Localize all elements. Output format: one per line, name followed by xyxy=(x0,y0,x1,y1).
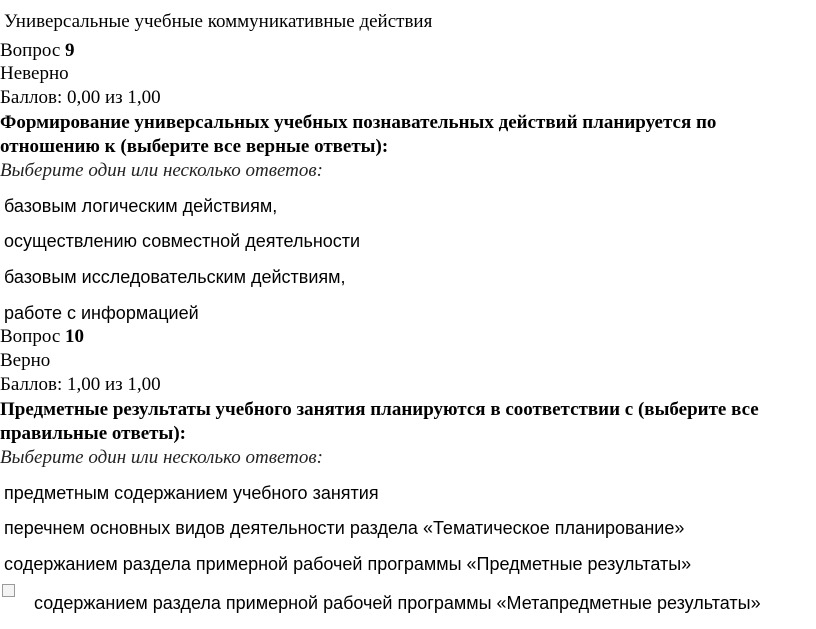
question-10-score: Баллов: 1,00 из 1,00 xyxy=(0,374,161,395)
question-9-score: Баллов: 0,00 из 1,00 xyxy=(0,87,161,108)
question-number: 9 xyxy=(65,40,75,61)
question-label: Вопрос xyxy=(0,326,65,347)
q10-option-4-checkbox[interactable] xyxy=(2,584,15,597)
question-10-status: Верно xyxy=(0,350,51,371)
question-10-header xyxy=(0,325,84,348)
q9-option-1[interactable]: базовым логическим действиям, xyxy=(4,196,278,216)
question-9-text: Формирование универсальных учебных познавательных действий планируется по отношению к (выберите все верные ответы): xyxy=(0,112,717,157)
page-title: Универсальные учебные коммуникативные действия xyxy=(4,11,433,32)
question-number: 10 xyxy=(65,326,84,347)
q10-option-2[interactable]: перечнем основных видов деятельности раздела «Тематическое планирование» xyxy=(4,518,685,538)
question-label: Вопрос xyxy=(0,40,65,61)
question-9-status: Неверно xyxy=(0,63,69,84)
q9-option-2[interactable]: осуществлению совместной деятельности xyxy=(4,231,361,251)
q10-option-4[interactable]: содержанием раздела примерной рабочей программы «Метапредметные результаты» xyxy=(34,593,761,613)
q9-option-3[interactable]: базовым исследовательским действиям, xyxy=(4,267,346,287)
q10-option-3[interactable]: содержанием раздела примерной рабочей программы «Предметные результаты» xyxy=(4,554,692,574)
question-10-text: Предметные результаты учебного занятия планируются в соответствии с (выберите все правильные ответы): xyxy=(0,399,759,444)
question-10-prompt: Выберите один или несколько ответов: xyxy=(0,447,323,468)
question-9-header xyxy=(0,39,75,62)
question-9-prompt: Выберите один или несколько ответов: xyxy=(0,160,323,181)
q10-option-1[interactable]: предметным содержанием учебного занятия xyxy=(4,483,379,503)
q9-option-4[interactable]: работе с информацией xyxy=(4,303,199,323)
